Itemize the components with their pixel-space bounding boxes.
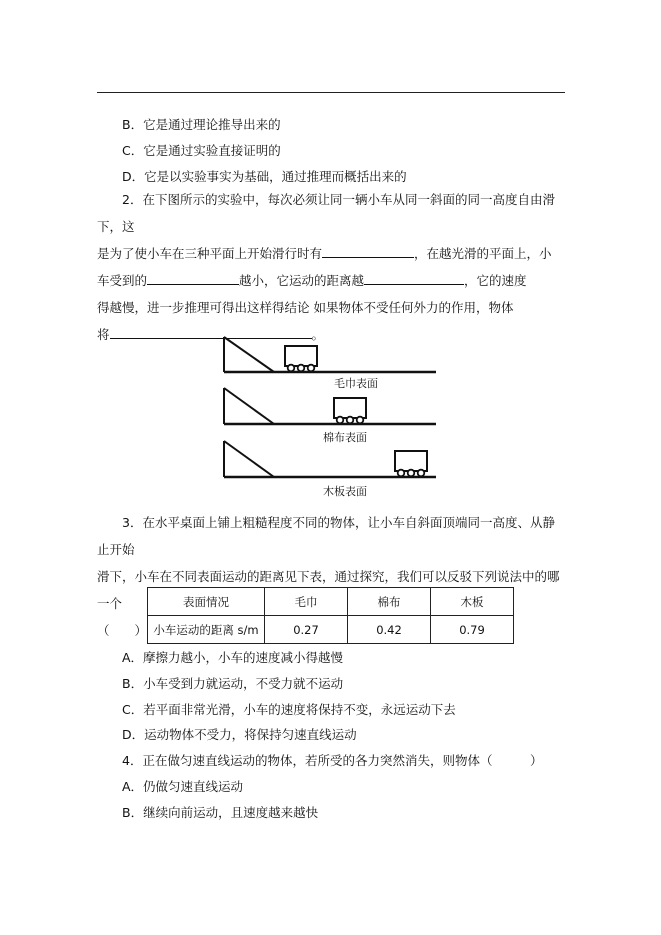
ramp-cotton [224,388,436,424]
q2-line-4: 得越慢，进一步推理可得出这样得结论 如果物体不受任何外力的作用，物体 [97,300,514,315]
q2-line-5: 将 。 [97,327,325,342]
question-2 [97,186,567,348]
cart-towel [285,346,317,371]
table-cell: 0.27 [265,616,348,644]
table-cell: 0.79 [431,616,514,644]
experiment-diagram [222,333,442,501]
ramp-towel [224,337,436,372]
q1-option-b: B．它是通过理论推导出来的 [122,117,281,132]
q1-option-c: C．它是通过实验直接证明的 [122,143,281,158]
q3-line-2: 滑下，小车在不同表面运动的距离见下表，通过探究，我们可以反驳下列说法中的哪一个 [97,569,560,611]
q3-option-a: A．摩擦力越小，小车的速度减小得越慢 [122,650,344,665]
label-cotton: 棉布表面 [323,431,367,444]
label-wood: 木板表面 [323,485,367,498]
cart-wood [395,451,427,476]
answer-blank-1[interactable] [322,244,414,258]
label-towel: 毛巾表面 [334,377,378,390]
q4-stem: 4．正在做匀速直线运动的物体，若所受的各力突然消失，则物体（ ） [122,753,543,768]
q2-line-1: 2．在下图所示的实验中，每次必须让同一辆小车从同一斜面的同一高度自由滑下，这 [97,192,555,234]
table-header-row [148,588,514,616]
q2-line-2: 是为了使小车在三种平面上开始滑行时有 ，在越光滑的平面上，小 [97,246,552,261]
table-row [148,616,514,644]
header-rule [97,92,565,93]
distance-table [147,587,514,644]
q1-option-d: D．它是以实验事实为基础，通过推理而概括出来的 [122,169,407,184]
table-header: 毛巾 [265,588,348,616]
table-header: 表面情况 [148,588,265,616]
q2-line-3: 车受到的 越小，它运动的距离越 ，它的速度 [97,273,527,288]
table-header: 棉布 [348,588,431,616]
q3-option-d: D．运动物体不受力，将保持匀速直线运动 [122,727,357,742]
q3-option-b: B．小车受到力就运动，不受力就不运动 [122,676,344,691]
answer-blank-3[interactable] [364,271,464,285]
q3-option-c: C．若平面非常光滑，小车的速度将保持不变，永远运动下去 [122,702,456,717]
answer-blank-2[interactable] [147,271,239,285]
q4-option-b: B．继续向前运动，且速度越来越快 [122,805,319,820]
table-header: 木板 [431,588,514,616]
q3-line-3: （ ） [97,623,148,638]
q4-option-a: A．仍做匀速直线运动 [122,779,244,794]
cart-cotton [334,398,366,423]
table-cell: 小车运动的距离 s/m [148,616,265,644]
q3-line-1: 3．在水平桌面上铺上粗糙程度不同的物体，让小车自斜面顶端同一高度、从静止开始 [97,515,555,557]
table-cell: 0.42 [348,616,431,644]
